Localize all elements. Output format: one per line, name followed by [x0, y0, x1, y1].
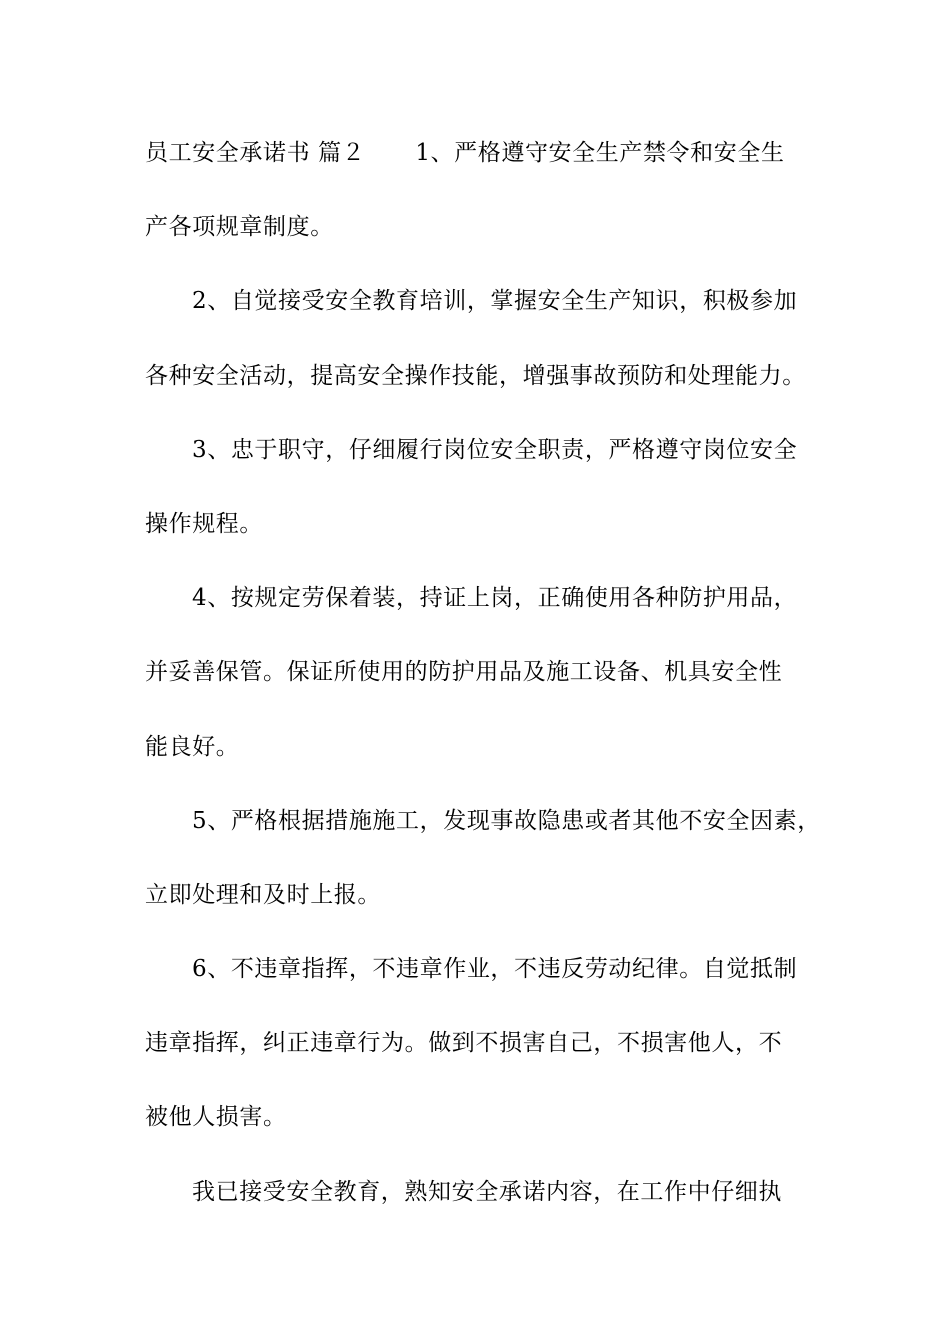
document-body	[145, 128, 820, 1241]
paragraph-line: 产各项规章制度。	[145, 214, 334, 241]
paragraph-line: 操作规程。	[145, 510, 263, 537]
paragraph-line: 我已接受安全教育，熟知安全承诺内容，在工作中仔细执	[192, 1178, 782, 1205]
paragraph-line: 被他人损害。	[145, 1104, 287, 1131]
paragraph-line: 能良好。	[145, 733, 240, 760]
paragraph-line: 4、按规定劳保着装，持证上岗，正确使用各种防护用品，	[192, 585, 798, 612]
paragraph-line: 1、严格遵守安全生产禁令和安全生	[415, 140, 785, 166]
paragraph-line: 3、忠于职守，仔细履行岗位安全职责，严格遵守岗位安全	[192, 436, 798, 463]
document-title: 员工安全承诺书	[145, 140, 311, 166]
paragraph-line: 各种安全活动，提高安全操作技能，增强事故预防和处理能力。	[145, 362, 806, 389]
paragraph-line: 5、严格根据措施施工，发现事故隐患或者其他不安全因素，	[192, 807, 821, 834]
section-label: 篇２	[318, 140, 366, 166]
paragraph-line: 6、不违章指挥，不违章作业，不违反劳动纪律。自觉抵制	[192, 956, 798, 983]
paragraph-line: 立即处理和及时上报。	[145, 881, 381, 908]
paragraph-line: 2、自觉接受安全教育培训，掌握安全生产知识，积极参加	[192, 288, 798, 315]
heading-line	[145, 128, 820, 202]
paragraph-line: 并妥善保管。保证所使用的防护用品及施工设备、机具安全性	[145, 659, 783, 686]
paragraph-line: 违章指挥，纠正违章行为。做到不损害自己，不损害他人，不	[145, 1030, 783, 1057]
